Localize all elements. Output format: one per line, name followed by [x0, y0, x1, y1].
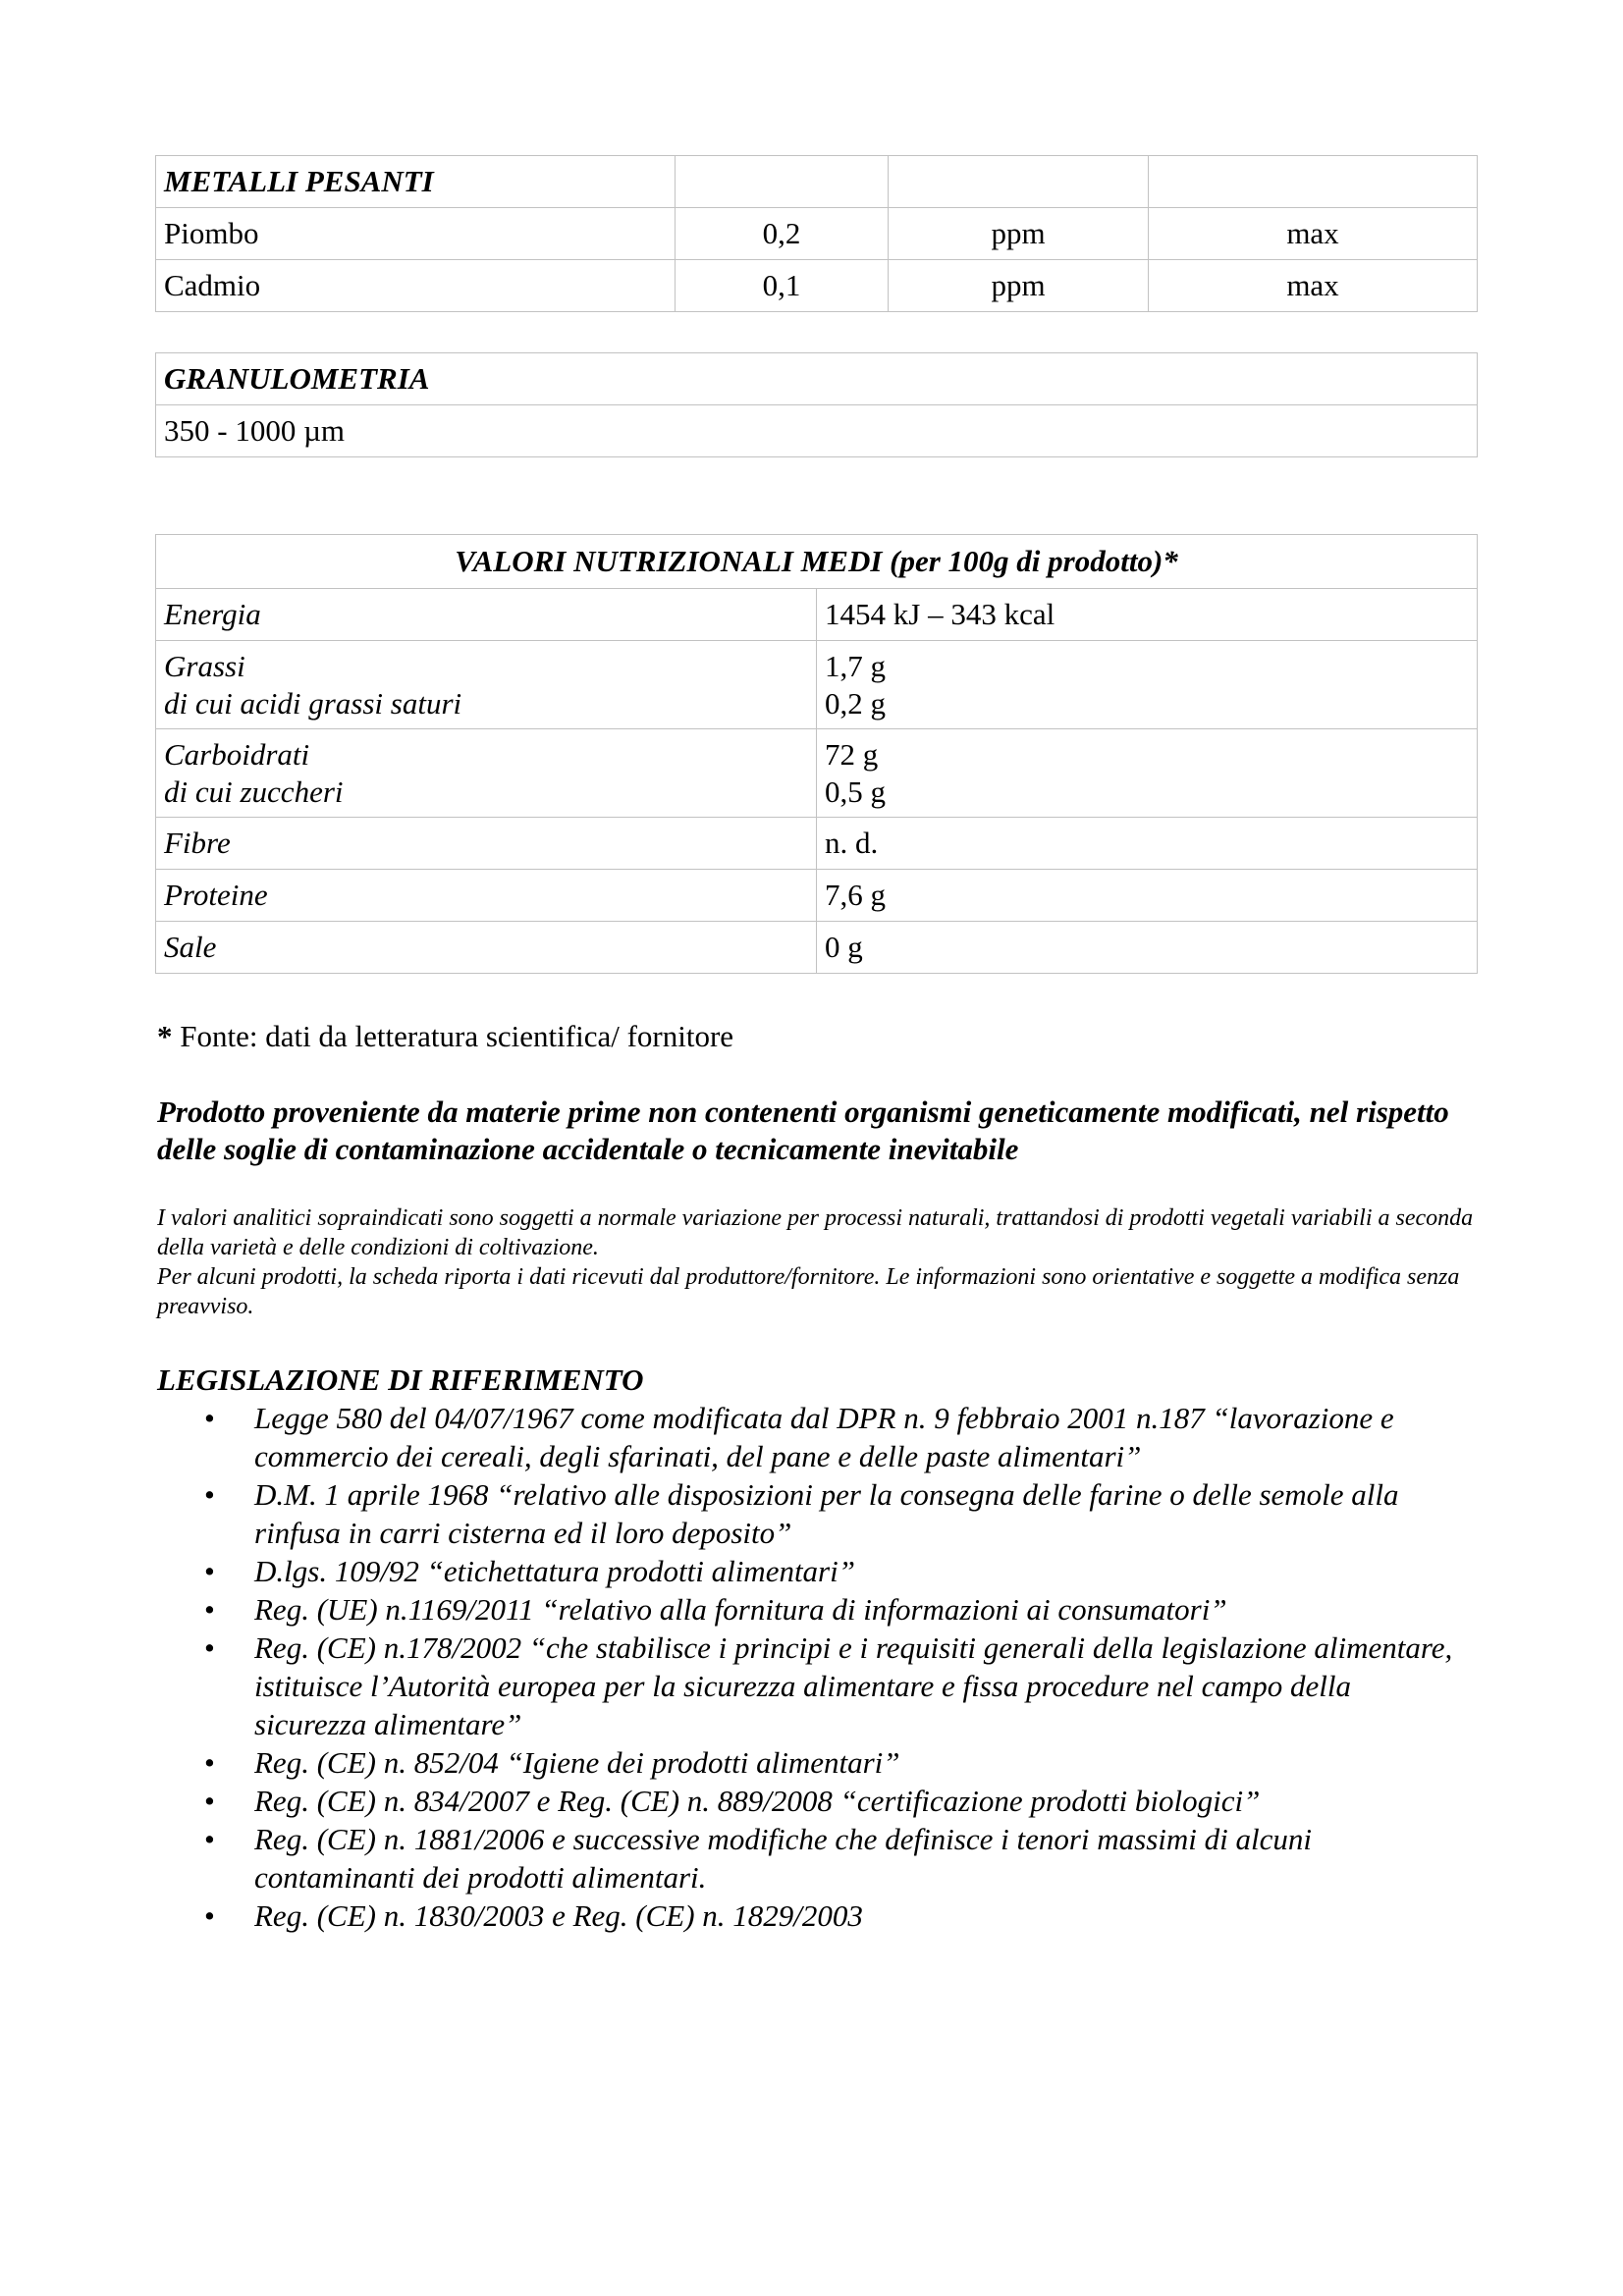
metal-unit: ppm — [889, 260, 1149, 312]
legislation-item-text: Reg. (CE) n. 834/2007 e Reg. (CE) n. 889/2008 “certificazione prodotti biologici” — [254, 1784, 1261, 1818]
nutrient-label: Fibre — [156, 818, 817, 870]
legislation-item-text: Reg. (CE) n. 1881/2006 e successive modifiche che definisce i tenori massimi di alcuni contaminanti dei prodotti alimentari. — [254, 1822, 1313, 1895]
metal-value: 0,2 — [676, 208, 889, 260]
granulometry-value: 350 - 1000 µm — [156, 405, 1478, 457]
nutrition-title: VALORI NUTRIZIONALI MEDI (per 100g di prodotto)* — [156, 535, 1478, 589]
table-row — [156, 641, 1478, 729]
table-row — [156, 922, 1478, 974]
nutrient-value-cell — [817, 641, 1478, 729]
footnote-text: Fonte: dati da letteratura scientifica/ fornitore — [172, 1019, 734, 1053]
table-row — [156, 818, 1478, 870]
list-item — [157, 1896, 1462, 1935]
nutrient-value: 7,6 g — [817, 870, 1478, 922]
nutrient-value: 1454 kJ – 343 kcal — [817, 589, 1478, 641]
metal-name: Piombo — [156, 208, 676, 260]
gmo-statement: Prodotto proveniente da materie prime non contenenti organismi geneticamente modificati, nel rispetto delle soglie di contaminazione accidentale o tecnicamente inevitabile — [157, 1095, 1449, 1166]
heavy-metals-table — [155, 155, 1478, 312]
source-footnote — [157, 1019, 733, 1054]
nutrient-label-cell — [156, 641, 817, 729]
granulometry-table — [155, 352, 1478, 457]
heavy-metals-title: METALLI PESANTI — [156, 156, 676, 208]
bullet-icon: • — [204, 1401, 215, 1435]
table-header-row — [156, 535, 1478, 589]
metal-name: Cadmio — [156, 260, 676, 312]
nutrient-label: Energia — [156, 589, 817, 641]
legislation-title: LEGISLAZIONE DI RIFERIMENTO — [157, 1362, 644, 1397]
bullet-icon: • — [204, 1592, 215, 1627]
disclaimer — [157, 1203, 1502, 1321]
table-header-row — [156, 353, 1478, 405]
list-item — [157, 1743, 1462, 1782]
nutrient-sublabel: di cui acidi grassi saturi — [164, 685, 462, 721]
metal-limit: max — [1149, 208, 1478, 260]
legislation-item-text: D.M. 1 aprile 1968 “relativo alle disposizioni per la consegna delle farine o delle semole alla rinfusa in carri cisterna ed il loro deposito” — [254, 1477, 1399, 1550]
table-row — [156, 405, 1478, 457]
disclaimer-paragraph: Per alcuni prodotti, la scheda riporta i dati ricevuti dal produttore/fornitore. Le informazioni sono orientative e soggette a modifica senza preavviso. — [157, 1264, 1460, 1319]
nutrient-sublabel: di cui zuccheri — [164, 774, 344, 809]
list-item — [157, 1590, 1462, 1629]
legislation-item-text: Reg. (UE) n.1169/2011 “relativo alla fornitura di informazioni ai consumatori” — [254, 1592, 1227, 1627]
nutrition-table — [155, 534, 1478, 974]
empty-cell — [889, 156, 1149, 208]
bullet-icon: • — [204, 1554, 215, 1588]
list-item — [157, 1475, 1462, 1552]
metal-limit: max — [1149, 260, 1478, 312]
list-item — [157, 1782, 1462, 1820]
table-row — [156, 870, 1478, 922]
list-item — [157, 1552, 1462, 1590]
legislation-list — [157, 1399, 1492, 1935]
bullet-icon: • — [204, 1630, 215, 1665]
table-row — [156, 729, 1478, 818]
nutrient-value: 0 g — [817, 922, 1478, 974]
bullet-icon: • — [204, 1745, 215, 1780]
footnote-marker: * — [157, 1019, 173, 1053]
bullet-icon: • — [204, 1784, 215, 1818]
bullet-icon: • — [204, 1477, 215, 1512]
granulometry-title: GRANULOMETRIA — [156, 353, 1478, 405]
disclaimer-paragraph: I valori analitici sopraindicati sono soggetti a normale variazione per processi naturali, trattandosi di prodotti vegetali variabili a seconda della varietà e delle condizioni di coltivazione. — [157, 1205, 1474, 1260]
empty-cell — [1149, 156, 1478, 208]
legislation-item-text: Reg. (CE) n.178/2002 “che stabilisce i principi e i requisiti generali della legislazione alimentare, istituisce l’Autorità europea per la sicurezza alimentare e fissa procedure nel campo della sicurezza alimentare” — [254, 1630, 1453, 1741]
metal-unit: ppm — [889, 208, 1149, 260]
table-row — [156, 589, 1478, 641]
nutrient-value: 72 g — [825, 736, 879, 772]
table-header-row — [156, 156, 1478, 208]
legislation-item-text: Reg. (CE) n. 1830/2003 e Reg. (CE) n. 1829/2003 — [254, 1898, 863, 1933]
table-row — [156, 260, 1478, 312]
nutrient-value: n. d. — [817, 818, 1478, 870]
nutrient-label: Proteine — [156, 870, 817, 922]
bullet-icon: • — [204, 1898, 215, 1933]
nutrient-subvalue: 0,2 g — [825, 685, 886, 721]
legislation-item-text: Legge 580 del 04/07/1967 come modificata dal DPR n. 9 febbraio 2001 n.187 “lavorazione e commercio dei cereali, degli sfarinati, del pane e delle paste alimentari” — [254, 1401, 1394, 1473]
nutrient-label: Carboidrati — [164, 736, 310, 772]
empty-cell — [676, 156, 889, 208]
nutrient-label-cell — [156, 729, 817, 818]
table-row — [156, 208, 1478, 260]
nutrient-label: Sale — [156, 922, 817, 974]
legislation-item-text: D.lgs. 109/92 “etichettatura prodotti alimentari” — [254, 1554, 855, 1588]
list-item — [157, 1399, 1462, 1475]
metal-value: 0,1 — [676, 260, 889, 312]
bullet-icon: • — [204, 1822, 215, 1856]
nutrient-label: Grassi — [164, 648, 245, 683]
nutrient-subvalue: 0,5 g — [825, 774, 886, 809]
list-item — [157, 1820, 1462, 1896]
nutrient-value-cell — [817, 729, 1478, 818]
list-item — [157, 1629, 1462, 1743]
legislation-item-text: Reg. (CE) n. 852/04 “Igiene dei prodotti alimentari” — [254, 1745, 900, 1780]
nutrient-value: 1,7 g — [825, 648, 886, 683]
